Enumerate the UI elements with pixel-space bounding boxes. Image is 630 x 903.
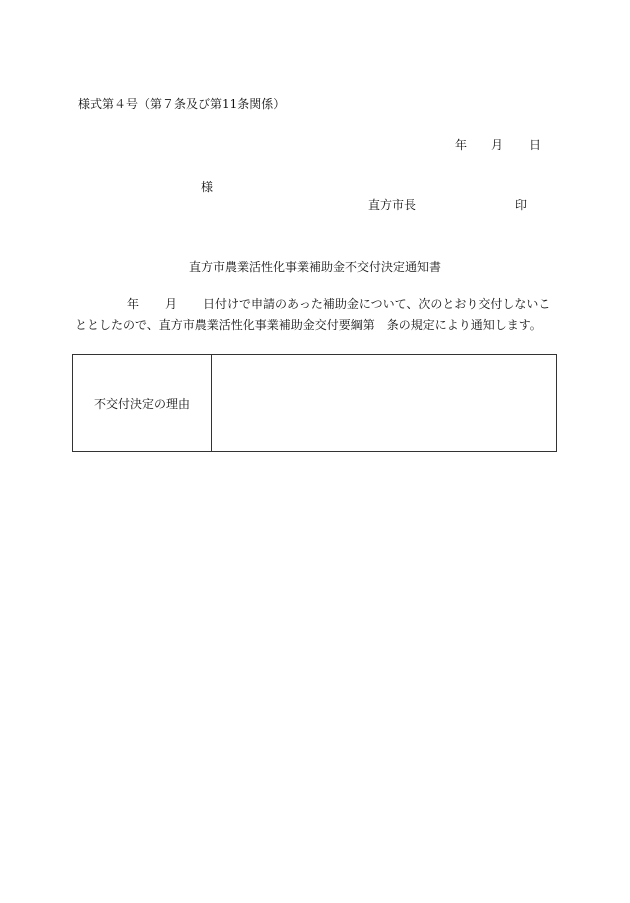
issuer-name: 直方市長: [368, 198, 417, 212]
date-month-label: 月: [491, 138, 504, 152]
reason-label: 不交付決定の理由: [73, 355, 212, 452]
body-month-label: 月: [165, 297, 178, 311]
body-year-label: 年: [127, 297, 140, 311]
date-day-label: 日: [529, 138, 542, 152]
body-line-2: ととしたので、直方市農業活性化事業補助金交付要綱第 条の規定により通知します。: [75, 318, 542, 332]
date-year-label: 年: [455, 138, 468, 152]
table-row: [73, 355, 557, 452]
document-title: 直方市農業活性化事業補助金不交付決定通知書: [188, 260, 441, 274]
reason-value-cell: [212, 355, 557, 452]
reason-table: [72, 354, 557, 452]
body-line-1-text: 日付けで申請のあった補助金について、次のとおり交付しないこ: [203, 297, 551, 311]
addressee-suffix: 様: [201, 180, 214, 194]
seal-mark: 印: [515, 198, 528, 212]
form-number: 様式第４号（第７条及び第11条関係）: [78, 97, 286, 111]
